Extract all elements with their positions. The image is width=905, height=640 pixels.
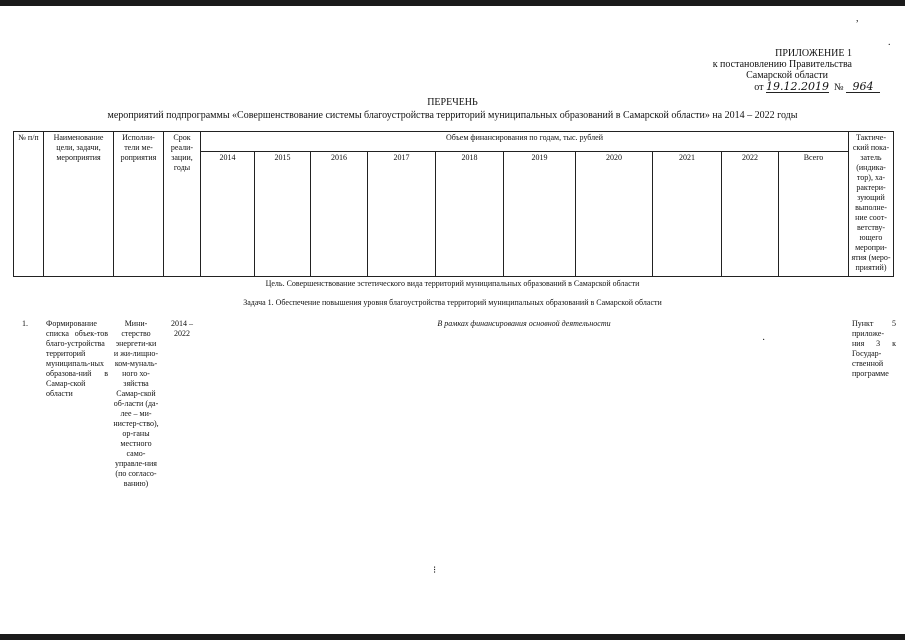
row1-name: Формирование списка объек-тов благо-устройства территорий муниципаль-ных образова-ний в Самар-ской области bbox=[46, 319, 108, 398]
appendix-block bbox=[690, 48, 880, 93]
header-finance: Объем финансирования по годам, тыс. рублей bbox=[201, 132, 849, 152]
document-title: ПЕРЕЧЕНЬ bbox=[427, 97, 478, 108]
speck-mark: . bbox=[888, 37, 891, 48]
appendix-line-2: к постановлению Правительства bbox=[712, 59, 852, 70]
handwritten-number: 964 bbox=[846, 81, 880, 93]
row1-num: 1. bbox=[22, 319, 28, 328]
row1-term: 2014 – 2022 bbox=[171, 319, 193, 338]
speck-mark: , bbox=[856, 13, 859, 24]
date-prefix: от bbox=[754, 82, 764, 93]
goal-line: Цель. Совершенствование эстетического вида территорий муниципальных образований в Самарской области bbox=[265, 279, 640, 288]
number-prefix: № bbox=[833, 82, 844, 93]
header-name: Наименование цели, задачи, мероприятия bbox=[44, 132, 114, 277]
task-line: Задача 1. Обеспечение повышения уровня благоустройства территорий муниципальных образований в Самарской области bbox=[243, 298, 662, 307]
row1-indicator: Пункт 5 приложе-ния 3 к Государ-ственной программе bbox=[852, 319, 896, 378]
speck-mark: · bbox=[762, 335, 766, 346]
header-term: Срок реали-зации, годы bbox=[164, 132, 201, 277]
header-exec: Исполни-тели ме-роприятия bbox=[114, 132, 164, 277]
appendix-date-line bbox=[690, 81, 880, 93]
header-table bbox=[13, 131, 894, 277]
speck-mark: ⁝ bbox=[433, 565, 437, 576]
year-header: 2018 bbox=[436, 152, 504, 277]
year-header: 2017 bbox=[368, 152, 436, 277]
appendix-title: ПРИЛОЖЕНИЕ 1 bbox=[775, 48, 852, 59]
row1-finance: В рамках финансирования основной деятельности bbox=[437, 319, 611, 328]
year-header: 2022 bbox=[722, 152, 779, 277]
scan-bottom-edge bbox=[0, 634, 905, 640]
row1-exec: Мини-стерство энергети-ки и жи-лищно-ком-муналь-ного хо-зяйства Самар-ской об-ласти (да-лее – ми-нистер-ство), ор-ганы местного само-управле-ния (по согласо-ванию) bbox=[113, 319, 159, 488]
handwritten-date: 19.12.2019 bbox=[765, 80, 829, 93]
year-header-total: Всего bbox=[779, 152, 849, 277]
header-num: № п/п bbox=[14, 132, 44, 277]
year-header: 2016 bbox=[311, 152, 368, 277]
scan-top-edge bbox=[0, 0, 905, 6]
year-header: 2014 bbox=[201, 152, 255, 277]
header-indicator: Тактиче-ский пока-затель (индика-тор), ха-рактери-зующий выполне-ние соот-ветству-ющего меропри-ятия (меро-приятий) bbox=[849, 132, 894, 277]
appendix-line-3: Самарской области bbox=[746, 70, 828, 81]
document-subtitle: мероприятий подпрограммы «Совершенствование системы благоустройства территорий муниципальных образований в Самарской области» на 2014 – 2022 годы bbox=[107, 110, 798, 121]
year-header: 2020 bbox=[576, 152, 653, 277]
year-header: 2021 bbox=[653, 152, 722, 277]
year-header: 2019 bbox=[504, 152, 576, 277]
year-header: 2015 bbox=[255, 152, 311, 277]
